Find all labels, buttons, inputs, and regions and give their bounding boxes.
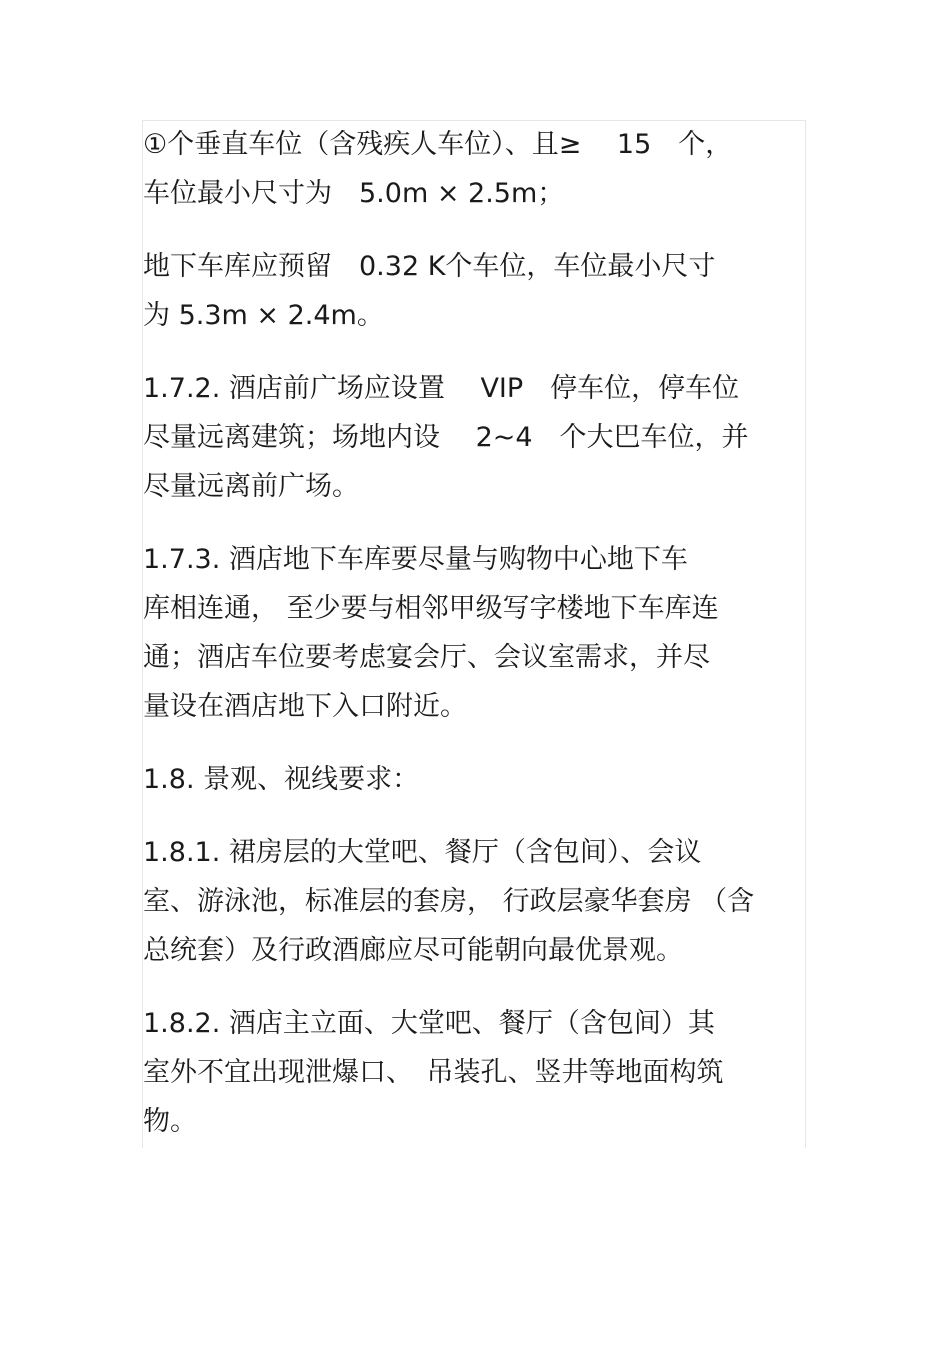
text-line: 地下车库应预留 0.32 K个车位，车位最小尺寸 bbox=[143, 251, 716, 282]
paragraph-parking-spaces bbox=[143, 120, 813, 218]
text-line: 库相连通， 至少要与相邻甲级写字楼地下车库连 bbox=[143, 593, 719, 624]
text-line: 通；酒店车位要考虑宴会厅、会议室需求，并尽 bbox=[143, 642, 710, 673]
paragraph-1-7-3 bbox=[143, 535, 813, 731]
document-body bbox=[143, 120, 813, 1170]
text-line: 1.8.1. 裙房层的大堂吧、餐厅（含包间）、会议 bbox=[143, 837, 702, 868]
text-line: 1.7.2. 酒店前广场应设置 VIP 停车位，停车位 bbox=[143, 373, 740, 404]
text-line: 室外不宜出现泄爆口、 吊装孔、竖井等地面构筑 bbox=[143, 1057, 724, 1088]
paragraph-1-8-2 bbox=[143, 999, 813, 1146]
paragraph-underground-garage bbox=[143, 242, 813, 340]
text-line: 尽量远离前广场。 bbox=[143, 471, 359, 502]
paragraph-1-8-1 bbox=[143, 828, 813, 975]
text-line: 室、游泳池，标准层的套房， 行政层豪华套房 （含 bbox=[143, 886, 755, 917]
section-heading-1-8 bbox=[143, 755, 813, 804]
text-line: 量设在酒店地下入口附近。 bbox=[143, 691, 467, 722]
text-line: 物。 bbox=[143, 1106, 197, 1137]
text-line: 1.8.2. 酒店主立面、大堂吧、餐厅（含包间）其 bbox=[143, 1008, 715, 1039]
text-line: 1.8. 景观、视线要求： bbox=[143, 764, 420, 795]
text-line: 尽量远离建筑；场地内设 2~4 个大巴车位，并 bbox=[143, 422, 749, 453]
text-line: 车位最小尺寸为 5.0m × 2.5m； bbox=[143, 178, 565, 209]
text-line: 总统套）及行政酒廊应尽可能朝向最优景观。 bbox=[143, 935, 683, 966]
text-line: 1.7.3. 酒店地下车库要尽量与购物中心地下车 bbox=[143, 544, 688, 575]
text-line: 为 5.3m × 2.4m。 bbox=[143, 300, 384, 331]
text-line: ①个垂直车位（含残疾人车位）、且≥ 15 个， bbox=[143, 129, 733, 160]
paragraph-1-7-2 bbox=[143, 364, 813, 511]
